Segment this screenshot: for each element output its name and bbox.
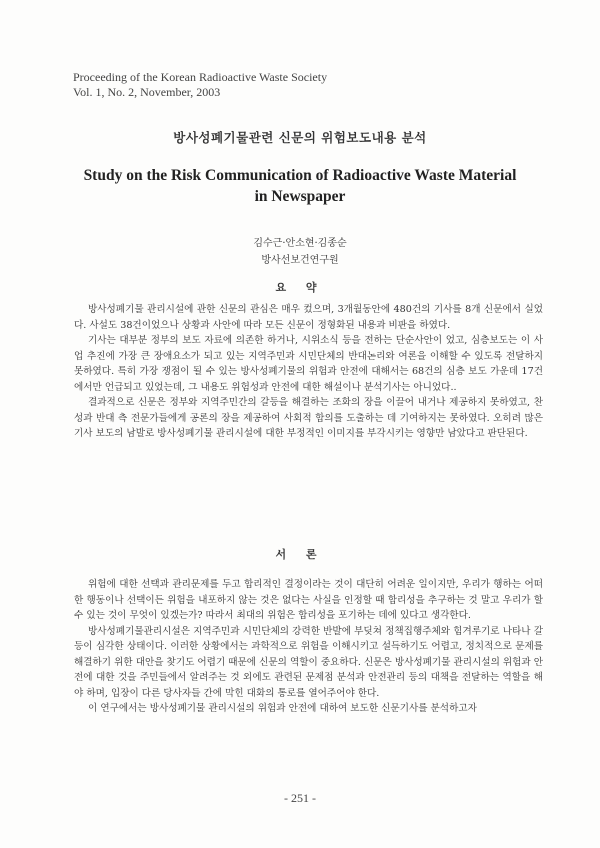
introduction-paragraph: 방사성폐기물관리시설은 지역주민과 시민단체의 강력한 반발에 부딪쳐 정책집행주체와 힘겨루기로 나타나 갈등이 심각한 상태이다. 이러한 상황에서는 과학적으로 위험을 이해시키고 설득하기도 어렵고, 정치적으로 문제를 해결하기 위한 대안을 찾기도 어렵기 때문에 신문의 역할이 중요하다. 신문은 방사성폐기물 관리시설의 위험과 안전에 대한 것을 주민들에서 알려주는 것 외에도 관련된 문제점 분석과 안전관리 등의 대책을 전달하는 역할을 해야 하며, 입장이 다른 당사자들 간에 막힌 대화의 통로를 열어주어야 한다.: [74, 625, 544, 699]
introduction-heading: 서 론: [275, 548, 325, 561]
abstract-body: [74, 302, 543, 442]
abstract-paragraph: 결과적으로 신문은 정부와 지역주민간의 갈등을 해결하는 조화의 장을 이끌어 내거나 제공하지 못하였고, 찬성과 반대 측 전문가들에게 공론의 장을 제공하여 사회적 합의를 도출하는 데 기여하지는 못하였다. 오히려 많은 기사 보도의 남발로 방사성폐기물 관리시설에 대한 부정적인 이미지를 부각시키는 영향만 남았다고 판단된다.: [74, 397, 543, 439]
journal-header: [73, 70, 327, 100]
author-block: [0, 235, 600, 269]
introduction-body: [74, 577, 543, 717]
introduction-paragraph: 위험에 대한 선택과 관리문제를 두고 합리적인 결정이라는 것이 대단히 어려운 일이지만, 우리가 행하는 어떠한 행동이나 선택이든 위험을 내포하지 않는 것은 없다는 사실을 인정할 때 합리성을 추구하는 것 말고 우리가 할 수 있는 것이 무엇이 있겠는가? 따라서 최대의 위험은 합리성을 포기하는 데에 있다고 생각한다.: [74, 579, 543, 621]
abstract-paragraph: 방사성폐기물 관리시설에 관한 신문의 관심은 매우 컸으며, 3개월동안에 480건의 기사를 8개 신문에서 실었다. 사설도 38건이었으나 상황과 사안에 따라 모든 신문이 정형화된 내용과 비판을 하였다.: [74, 304, 543, 331]
journal-volume: Vol. 1, No. 2, November, 2003: [73, 85, 221, 99]
introduction-paragraph: 이 연구에서는 방사성폐기물 관리시설의 위험과 안전에 대하여 보도한 신문기사를 분석하고자: [88, 703, 477, 714]
korean-title: 방사성폐기물관련 신문의 위험보도내용 분석: [173, 130, 427, 145]
abstract-paragraph: 기사는 대부분 정부의 보도 자료에 의존한 하거나, 시위소식 등을 전하는 단순사안이 었고, 심층보도는 이 사업 추진에 가장 큰 장애요소가 되고 있는 지역주민과 시민단체의 반대논리와 여론을 이해할 수 있도록 전달하지 못하였다. 특히 가장 쟁점이 될 수 있는 방사성폐기물의 위험과 안전에 대해서는 68건의 심층 보도 가운데 17건에서만 언급되고 있었는데, 그 내용도 위험성과 안전에 대한 해설이나 분석기사는 아니었다..: [74, 335, 543, 393]
author-affiliation: 방사선보건연구원: [261, 255, 339, 266]
author-names: 김수근·안소현·김종순: [253, 238, 347, 249]
page-number: - 251 -: [284, 791, 316, 805]
journal-name: Proceeding of the Korean Radioactive Waste Society: [73, 70, 328, 84]
abstract-heading: 요 약: [275, 281, 325, 294]
english-title: Study on the Risk Communication of Radioactive Waste Material in Newspaper: [83, 167, 517, 205]
